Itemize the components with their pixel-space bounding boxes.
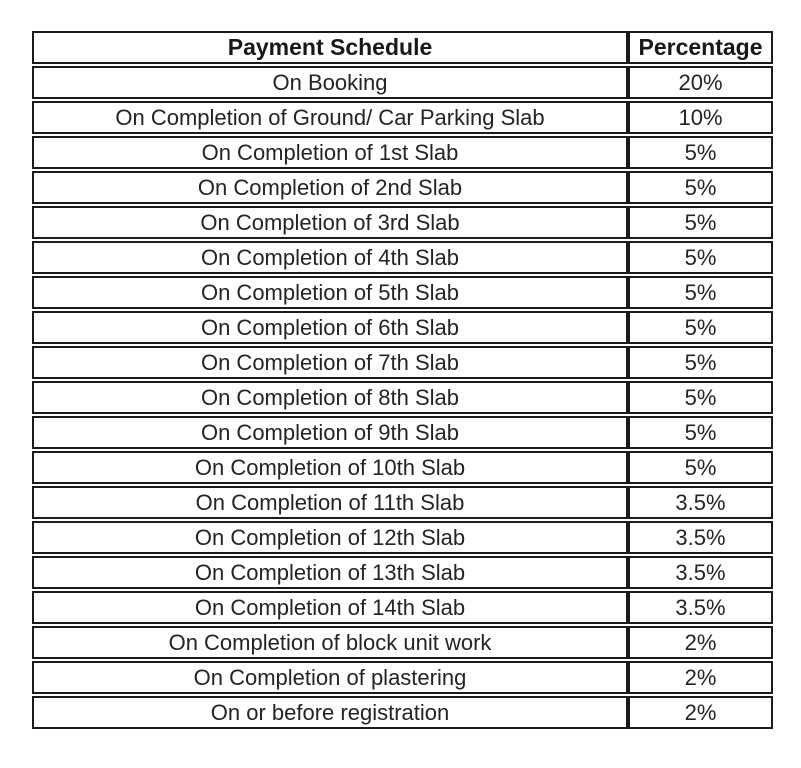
payment-schedule-cell: On Completion of block unit work [32, 626, 628, 659]
payment-schedule-cell: On Booking [32, 66, 628, 99]
table-row [32, 101, 773, 134]
table-row [32, 276, 773, 309]
payment-schedule-cell: On Completion of 14th Slab [32, 591, 628, 624]
payment-schedule-cell: On Completion of 2nd Slab [32, 171, 628, 204]
percentage-cell: 2% [628, 626, 773, 659]
table-row [32, 451, 773, 484]
table-row [32, 626, 773, 659]
payment-schedule-table-wrap [32, 29, 773, 731]
percentage-cell: 3.5% [628, 556, 773, 589]
payment-schedule-cell: On Completion of 8th Slab [32, 381, 628, 414]
percentage-cell: 5% [628, 206, 773, 239]
percentage-cell: 5% [628, 171, 773, 204]
percentage-cell: 5% [628, 346, 773, 379]
payment-schedule-cell: On Completion of 4th Slab [32, 241, 628, 274]
payment-schedule-cell: On Completion of 1st Slab [32, 136, 628, 169]
table-row [32, 591, 773, 624]
table-row [32, 171, 773, 204]
table-row [32, 696, 773, 729]
payment-schedule-cell: On or before registration [32, 696, 628, 729]
payment-schedule-cell: On Completion of 5th Slab [32, 276, 628, 309]
percentage-cell: 5% [628, 136, 773, 169]
percentage-cell: 2% [628, 696, 773, 729]
percentage-cell: 5% [628, 276, 773, 309]
table-row [32, 136, 773, 169]
table-row [32, 311, 773, 344]
percentage-cell: 5% [628, 416, 773, 449]
payment-schedule-cell: On Completion of 11th Slab [32, 486, 628, 519]
percentage-cell: 2% [628, 661, 773, 694]
table-row [32, 206, 773, 239]
table-row [32, 66, 773, 99]
header-percentage: Percentage [628, 31, 773, 64]
header-row [32, 31, 773, 64]
table-row [32, 661, 773, 694]
percentage-cell: 5% [628, 451, 773, 484]
percentage-cell: 3.5% [628, 521, 773, 554]
table-row [32, 381, 773, 414]
payment-schedule-cell: On Completion of 12th Slab [32, 521, 628, 554]
payment-schedule-cell: On Completion of 9th Slab [32, 416, 628, 449]
payment-schedule-cell: On Completion of Ground/ Car Parking Slab [32, 101, 628, 134]
table-body [32, 66, 773, 729]
payment-schedule-cell: On Completion of 3rd Slab [32, 206, 628, 239]
percentage-cell: 20% [628, 66, 773, 99]
table-row [32, 556, 773, 589]
percentage-cell: 5% [628, 381, 773, 414]
payment-schedule-table [32, 29, 773, 731]
table-row [32, 416, 773, 449]
table-row [32, 346, 773, 379]
payment-schedule-cell: On Completion of plastering [32, 661, 628, 694]
payment-schedule-cell: On Completion of 6th Slab [32, 311, 628, 344]
payment-schedule-cell: On Completion of 10th Slab [32, 451, 628, 484]
percentage-cell: 5% [628, 241, 773, 274]
payment-schedule-cell: On Completion of 7th Slab [32, 346, 628, 379]
percentage-cell: 10% [628, 101, 773, 134]
percentage-cell: 5% [628, 311, 773, 344]
payment-schedule-cell: On Completion of 13th Slab [32, 556, 628, 589]
percentage-cell: 3.5% [628, 486, 773, 519]
table-row [32, 521, 773, 554]
table-row [32, 241, 773, 274]
table-row [32, 486, 773, 519]
percentage-cell: 3.5% [628, 591, 773, 624]
header-payment-schedule: Payment Schedule [32, 31, 628, 64]
